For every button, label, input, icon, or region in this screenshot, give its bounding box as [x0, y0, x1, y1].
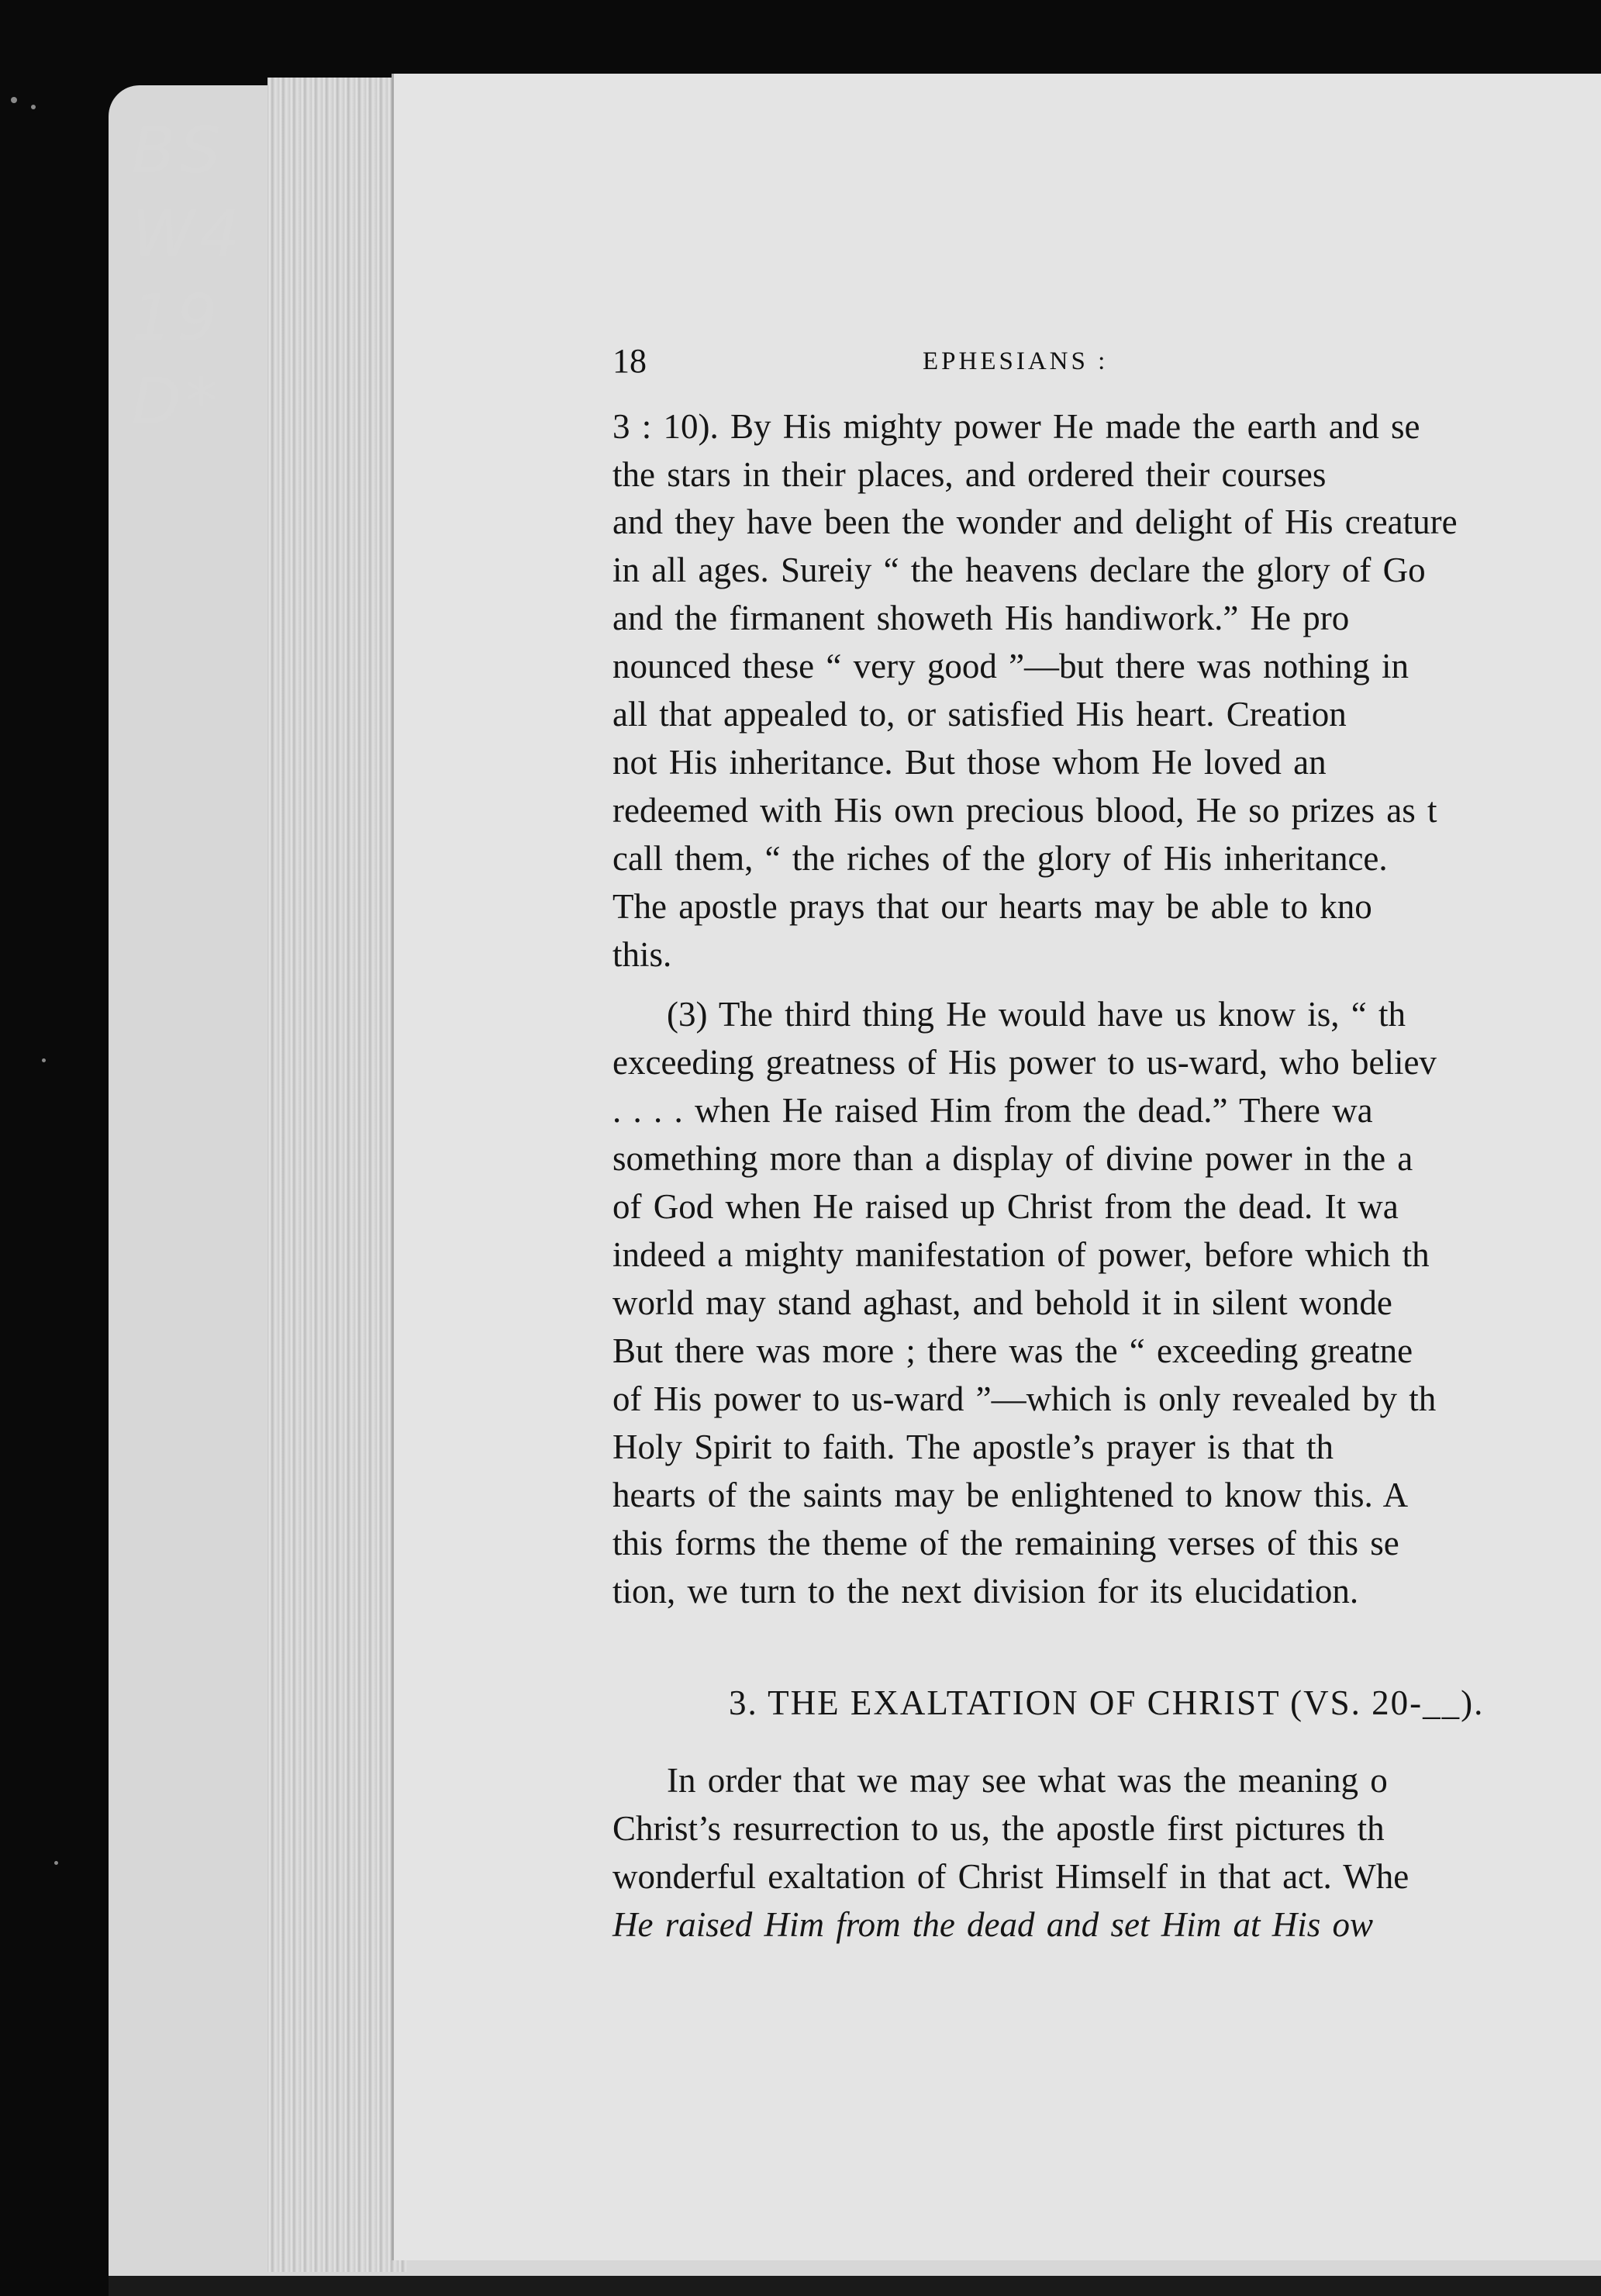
text-line: and the firmanent showeth His handiwork.” He pro: [612, 599, 1350, 637]
text-line: hearts of the saints may be enlightened to know this. A: [612, 1476, 1409, 1514]
scan-bottom-edge: [109, 2276, 1601, 2296]
call-number-line: BS: [132, 114, 226, 188]
text-line: the stars in their places, and ordered their courses: [612, 455, 1327, 494]
text-line: tion, we turn to the next division for its elucidation.: [612, 1572, 1359, 1611]
text-line: in all ages. Sureiy “ the heavens declare the glory of Go: [612, 551, 1426, 589]
text-line: wonderful exaltation of Christ Himself in that act. Whe: [612, 1857, 1410, 1896]
text-line: (3) The third thing He would have us know is, “ th: [667, 995, 1406, 1034]
text-line: redeemed with His own precious blood, He so prizes as t: [612, 791, 1437, 830]
film-speck: [31, 105, 36, 109]
text-line: this forms the theme of the remaining verses of this se: [612, 1524, 1399, 1562]
call-number-line: 19: [132, 281, 223, 355]
text-line: The apostle prays that our hearts may be able to kno: [612, 887, 1372, 926]
text-line: something more than a display of divine power in the a: [612, 1139, 1413, 1178]
text-line: call them, “ the riches of the glory of His inheritance.: [612, 839, 1388, 878]
text-line: of God when He raised up Christ from the dead. It wa: [612, 1187, 1399, 1226]
text-line: He raised Him from the dead and set Him at His ow: [612, 1905, 1374, 1944]
text-line: . . . . when He raised Him from the dead.” There wa: [612, 1091, 1373, 1130]
page-edges: [267, 78, 407, 2272]
text-line: of His power to us-ward ”—which is only revealed by th: [612, 1379, 1437, 1418]
text-line: nounced these “ very good ”—but there was nothing in: [612, 647, 1409, 685]
text-line: But there was more ; there was the “ exceeding greatne: [612, 1331, 1413, 1370]
call-number-line: D*: [132, 365, 223, 439]
handwritten-call-number: [132, 109, 264, 444]
text-line: and they have been the wonder and delight of His creature: [612, 502, 1458, 541]
running-head: [612, 341, 1601, 388]
text-line: not His inheritance. But those whom He loved an: [612, 743, 1327, 782]
running-title: EPHESIANS :: [923, 347, 1109, 375]
call-number-line: W4: [132, 198, 245, 271]
text-line: Christ’s resurrection to us, the apostle first pictures th: [612, 1809, 1385, 1848]
text-line: all that appealed to, or satisfied His heart. Creation: [612, 695, 1347, 734]
text-line: In order that we may see what was the meaning o: [667, 1761, 1388, 1800]
section-heading: 3. THE EXALTATION OF CHRIST (VS. 20-__).: [729, 1683, 1485, 1722]
film-speck: [54, 1861, 58, 1865]
text-line: indeed a mighty manifestation of power, before which th: [612, 1235, 1430, 1274]
page-number: 18: [612, 342, 647, 380]
text-line: 3 : 10). By His mighty power He made the earth and se: [612, 407, 1420, 446]
text-line: this.: [612, 935, 672, 974]
text-line: Holy Spirit to faith. The apostle’s prayer is that th: [612, 1428, 1334, 1466]
film-speck: [11, 97, 17, 103]
text-line: world may stand aghast, and behold it in silent wonde: [612, 1283, 1392, 1322]
film-speck: [42, 1058, 46, 1062]
text-line: exceeding greatness of His power to us-ward, who believ: [612, 1043, 1437, 1082]
